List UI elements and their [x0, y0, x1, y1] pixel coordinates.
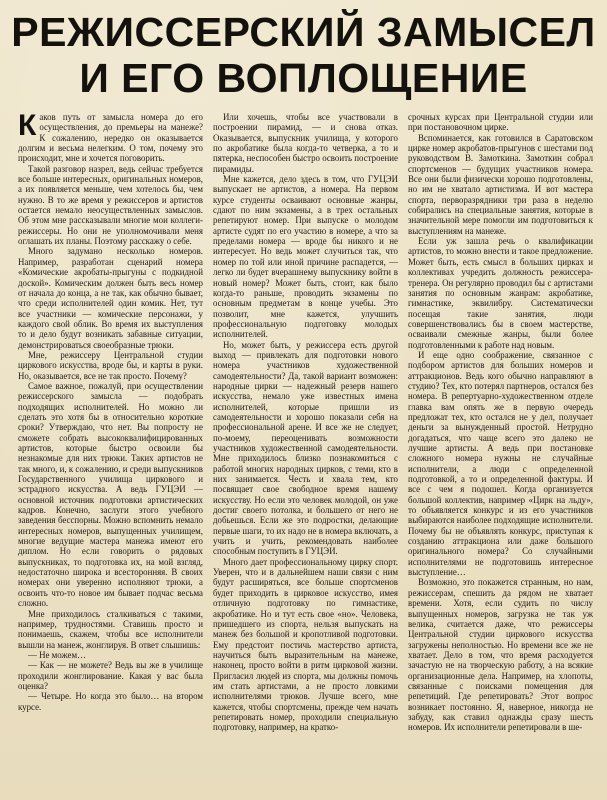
article-column-3 [408, 112, 593, 796]
paragraph: Много дает профессиональному цирку спорт. Уверен, что и в дальнейшем наши связи с ним будут расширяться, все больше спортсменов будет приходить в цирковое искусство, имея отличную подготовку по гимнастике, акробатике. Но и тут есть свое «но». Человека, пришедшего из спорта, нельзя выпускать на манеж без большой и кропотливой подготовки. Ему предстоит постичь мастерство артиста, научиться быть выразительным на манеже, наконец, просто войти в ритм цирковой жизни. Пригласил людей из спорта, мы должны помочь им стать артистами, а не просто ловкими исполнителями трюков. Лучше всего, мне кажется, чтобы спортсмены, прежде чем начать репетировать номер, проходили специальную подготовку, например, на кратко- [213, 556, 398, 733]
headline-line-1: РЕЖИССЕРСКИЙ ЗАМЫСЕЛ [11, 9, 596, 55]
article-columns [18, 112, 594, 796]
paragraph: — Как — не можете? Ведь вы же в училище проходили жонглирование. Какая у вас была оценка? [18, 660, 203, 691]
drop-cap: К [18, 112, 37, 142]
paragraph: Самое важное, пожалуй, при осуществлении режиссерского замысла — подобрать подходящих исполнителей. Но можно ли сделать это хотя бы в относительно короткие сроки? Утверждаю, что нет. Вы попросту не сможете собрать высококвалифицированных артистов, которые быстро освоили бы незнакомые для них трюки. Таких артистов не так много, и, к сожалению, и среди выпускников Государственного училища циркового и эстрадного искусства. А ведь ГУЦЭИ — основной источник подготовки артистических кадров. Конечно, заслуги этого учебного заведения бесспорны. Можно вспомнить немало интересных номеров, выпущенных училищем, многие ведущие мастера манежа имеют его диплом. Но если говорить о рядовых выпускниках, то подготовка их, на мой взгляд, недостаточно широка и всесторонняя. В своих номерах они уверенно исполняют трюки, а освоить что-то новое им бывает подчас весьма сложно. [18, 380, 203, 609]
article-column-2 [213, 112, 398, 796]
paragraph: Мне приходилось сталкиваться с такими, например, трудностями. Ставишь просто и понимаешь, скажем, чтобы все исполнители вышли на манеж, жонглируя. В ответ слышишь: [18, 608, 203, 650]
paragraph: — Не можем… [28, 649, 86, 660]
paragraph: Возможно, это покажется странным, но нам, режиссерам, спешить да рядом не хватает времени. Хотя, если судить по числу выпущенных номеров, загрузка не так уж велика, считается даже, что режиссеры Центральной студии циркового искусства загружены неполностью. Но времени все же не хватает. Дело в том, что время расходуется зачастую не на творческую работу, а на всякие организационные дела. Например, на хлопоты, связанные с поисками помещения для репетиций. Где репетировать? Этот вопрос возникает постоянно. Я, наверное, никогда не забуду, как ставил однажды сразу шесть номеров. Их исполнители репетировали в ше- [408, 577, 593, 733]
paragraph: Или хочешь, чтобы все участвовали в построении пирамид, — и снова отказ. Оказывается, выпускник училища, у которого по акробатике была когда-то четверка, а то и пятерка, неспособен быстро освоить построение пирамиды. [213, 112, 398, 174]
paragraph: И еще одно соображение, связанное с подбором артистов для больших номеров и аттракционов. Ведь кого обычно направляют в студию? Тех, кто потерял партнеров, остался без номера. В репертуарно-художественном отделе главка вам опять же в первую очередь предложат тех, кто остался не у дел, получает деньги за вынужденный простой. Нетрудно догадаться, что чаще всего это далеко не лучшие артисты. А ведь при постановке сложного номера нужны не случайные исполнители, а люди с определенной подготовкой, а то и определенной фактуры. И все с чем я подошел. Когда организуется большой коллектив, например «Цирк на льду», то объявляется конкурс и из его участников выбираются наиболее подходящие исполнители. Почему бы не объявлять конкурс, приступая к созданию аттракциона или даже большого оригинального номера? Со случайными исполнителями не подготовишь интересное выступление… [408, 349, 593, 578]
paragraph: Мне кажется, дело здесь в том, что ГУЦЭИ выпускает не артистов, а номера. На первом курсе студенты осваивают основные жанры, сдают по ним экзамены, а в трех остальных репетируют номер. При выпуске о молодом артисте судят по его участию в номере, а что за пределами номера — вроде бы никого и не интересует. Но ведь может случиться так, что номер по той или иной причине распадется, — легко ли будет вчерашнему выпускнику войти в новый номер? Может быть, стоит, как было когда-то раньше, проводить экзамены по основным предметам в конце учебы. Это позволит, мне кажется, улучшить профессиональную подготовку молодых исполнителей. [213, 174, 398, 340]
paragraph: Но, может быть, у режиссера есть другой выход — привлекать для подготовки нового номера участников художественной самодеятельности? Да, такой вариант возможен: народные цирки — надежный резерв нашего искусства, немало уже известных имена исполнителей, которые пришли из самодеятельности и хорошо показали себя на профессиональной арене. И все же не следует, по-моему, переоценивать возможности участников художественной самодеятельности. Мне приходилось близко познакомиться с работой многих народных цирков, с теми, кто в них занимается. Честь и хвала тем, кто посвящает свое свободное время нашему искусству. Но если это человек молодой, он уже достиг своего потолка, и большего от него не добьешься. Если же это подростки, делающие первые шаги, то их надо не в номера включать, а учить и учить, рекомендовать наиболее способным поступить в ГУЦЭИ. [213, 339, 398, 557]
paragraph: аков путь от замысла номера до его осуществления, до премьеры на манеже? К сожалению, нередко он оказывается долгим и весьма нелегким. О том, почему это происходит, мне и хочется поговорить. [18, 112, 203, 164]
paragraph: Такой разговор назрел, ведь сейчас требуется все больше интересных, оригинальных номеров, а их появляется меньше, чем хотелось бы, чем нужно. В то же время у режиссеров и артистов остается немало неосуществленных замыслов. Об этом мне рассказывали многие мои коллеги-режиссеры. Но они не уполномочивали меня оглашать их планы. Поэтому расскажу о себе. [18, 163, 203, 247]
headline-line-2: И ЕГО ВОПЛОЩЕНИЕ [79, 55, 528, 101]
article-column-1 [18, 112, 203, 796]
paragraph: Много задумано несколько номеров. Например, разработан сценарий номера «Комические акробаты-прыгуны с подкидной доской». Комическим должен быть весь номер от начала до конца, а не так, как обычно бывает, что среди исполнителей один комик. Нет, тут все участники — комические персонажи, у каждого свой облик. Во время их выступления то и дело будут возникать забавные ситуации, демонстрироваться своеобразные трюки. [18, 246, 203, 350]
paragraph: Если уж зашла речь о квалификации артистов, то можно внести и такое предложение. Может быть, есть смысл в больших цирках и коллективах учредить должность режиссера-тренера. Он регулярно проводил бы с артистами занятия по основным жанрам: акробатике, гимнастике, эквилибру. Систематически посещая такие занятия, люди совершенствовались бы в своем мастерстве, осваивали смежные жанры, были более подготовленными к работе над новым. [408, 236, 593, 350]
paragraph: Мне, режиссеру Центральной студии циркового искусства, вроде бы, и карты в руки. Но, оказывается, все не так просто. Почему? [18, 349, 203, 381]
paragraph: Вспоминается, как готовился в Саратовском цирке номер акробатов-прыгунов с шестами под руководством В. Замоткина. Замоткин собрал спортсменов — будущих участников номера. Все они были физически хорошо подготовлены, но им не хватало артистизма. И вот мастера спорта, перворазрядники три раза в неделю собирались на специальные занятия, которые в значительной мере помогли им подготовиться к выступлениям на манеже. [408, 132, 593, 236]
paragraph: — Четыре. Но когда это было… на втором курсе. [18, 691, 203, 712]
paragraph: срочных курсах при Центральной студии или при постановочном цирке. [408, 112, 593, 133]
